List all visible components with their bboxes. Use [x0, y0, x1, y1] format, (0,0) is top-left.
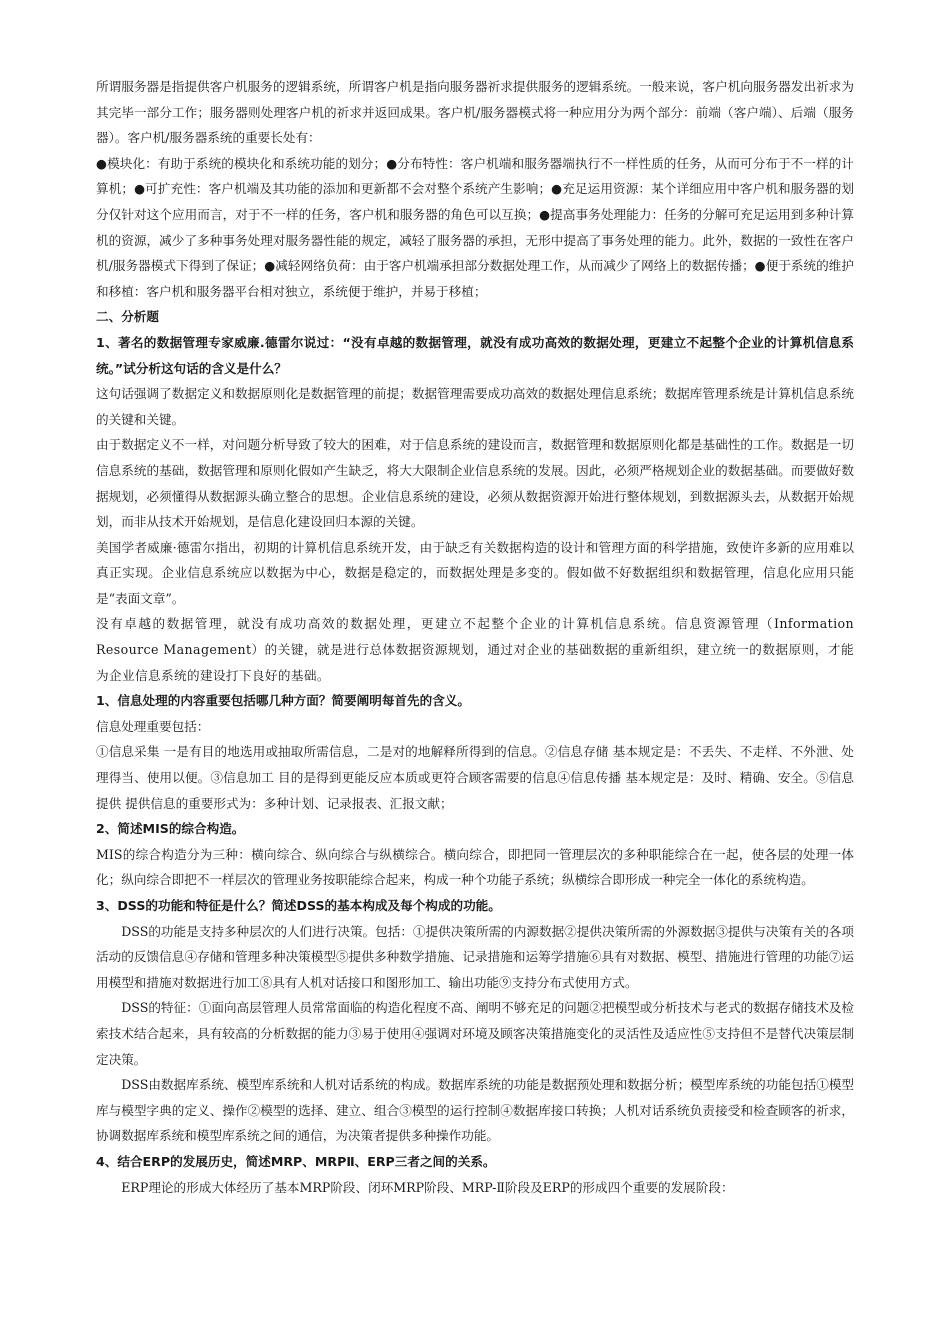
paragraph-answer-1d: 没有卓越的数据管理，就没有成功高效的数据处理，更建立不起整个企业的计算机信息系统。信息资源管理（Information Resource Management）的关键，就是进行总体数据资源规划，通过对企业的基础数据的重新组织，建立统一的数据原则，才能为企业信息系统的建设打下良好的基础。: [96, 616, 854, 683]
paragraph-info-processing-items: ①信息采集 一是有目的地选用或抽取所需信息，二是对的地解释所得到的信息。②信息存储 基本规定是：不丢失、不走样、不外泄、处理得当、使用以便。③信息加工 目的是得到更能反应本质或更符合顾客需要的信息④信息传播 基本规定是：及时、精确、安全。⑤信息提供 提供信息的重要形式为：多种计划、记录报表、汇报文献；: [96, 744, 854, 811]
paragraph-mis-structure: MIS的综合构造分为三种：横向综合、纵向综合与纵横综合。横向综合，即把同一管理层次的多种职能综合在一起，使各层的处理一体化；纵向综合即把不一样层次的管理业务按职能综合起来，构成一种个功能子系统；纵横综合即形成一种完全一体化的系统构造。: [96, 846, 854, 888]
paragraph-dss-features: DSS的特征：①面向高层管理人员常常面临的构造化程度不高、阐明不够充足的问题②把模型或分析技术与老式的数据存储技术及检索技术结合起来，具有较高的分析数据的能力③易于使用④强调对环境及顾客决策措施变化的灵活性及适应性⑤支持但不是替代决策层制定决策。: [96, 1000, 854, 1067]
section-heading-analysis: 二、分析题: [96, 309, 159, 325]
question-heading-info-processing: 1、信息处理的内容重要包括哪几种方面？简要阐明每首先的含义。: [96, 693, 470, 709]
paragraph-answer-1b: 由于数据定义不一样，对问题分析导致了较大的困难，对于信息系统的建设而言，数据管理和数据原则化都是基础性的工作。数据是一切信息系统的基础，数据管理和原则化假如产生缺乏，将大大限制企业信息系统的发展。因此，必须严格规划企业的数据基础。而要做好数据规划，必须懂得从数据源头确立整合的思想。企业信息系统的建设，必须从数据资源开始进行整体规划，到数据源头去，从数据开始规划，而非从技术开始规划，是信息化建设回归本源的关键。: [96, 437, 854, 530]
paragraph-erp-history: ERP理论的形成大体经历了基本MRP阶段、闭环MRP阶段、MRP-Ⅱ阶段及ERP的形成四个重要的发展阶段：: [121, 1179, 734, 1195]
paragraph-client-server-intro: 所谓服务器是指提供客户机服务的逻辑系统，所谓客户机是指向服务器祈求提供服务的逻辑系统。一般来说，客户机向服务器发出祈求为其完毕一部分工作；服务器则处理客户机的祈求并返回成果。客户机/服务器模式将一种应用分为两个部分：前端（客户端）、后端（服务器）。客户机/服务器系统的重要长处有：: [96, 79, 854, 146]
question-heading-data-management: 1、著名的数据管理专家威廉.德雷尔说过：“没有卓越的数据管理，就没有成功高效的数据处理，更建立不起整个企业的计算机信息系统。”试分析这句话的含义是什么？: [96, 334, 854, 376]
question-heading-erp: 4、结合ERP的发展历史，简述MRP、MRPⅡ、ERP三者之间的关系。: [96, 1153, 496, 1169]
question-heading-dss: 3、DSS的功能和特征是什么？简述DSS的基本构成及每个构成的功能。: [96, 898, 501, 913]
paragraph-answer-1a: 这句话强调了数据定义和数据原则化是数据管理的前提；数据管理需要成功高效的数据处理信息系统；数据库管理系统是计算机信息系统的关键和关键。: [96, 386, 854, 427]
paragraph-dss-functions: DSS的功能是支持多种层次的人们进行决策。包括：①提供决策所需的内源数据②提供决策所需的外源数据③提供与决策有关的各项活动的反馈信息④存储和管理多种决策模型⑤提供多种数学措施、记录措施和运筹学措施⑥具有对数据、模型、措施进行管理的功能⑦运用模型和措施对数据进行加工⑧具有人机对话接口和图形加工、输出功能⑨支持分布式使用方式。: [96, 923, 854, 990]
question-heading-mis-structure: 2、简述MIS的综合构造。: [96, 821, 245, 837]
paragraph-client-server-advantages: ●模块化：有助于系统的模块化和系统功能的划分；●分布特性：客户机端和服务器端执行不一样性质的任务，从而可分布于不一样的计算机；●可扩充性：客户机端及其功能的添加和更新都不会对整个系统产生影响；●充足运用资源：某个详细应用中客户机和服务器的划分仅针对这个应用而言，对于不一样的任务，客户机和服务器的角色可以互换；●提高事务处理能力：任务的分解可充足运用到多种计算机的资源，减少了多种事务处理对服务器性能的规定，减轻了服务器的承担，无形中提高了事务处理的能力。此外，数据的一致性在客户机/服务器模式下得到了保证；●减轻网络负荷：由于客户机端承担部分数据处理工作，从而减少了网络上的数据传播；●便于系统的维护和移植：客户机和服务器平台相对独立，系统便于维护，并易于移植；: [96, 155, 854, 299]
paragraph-info-processing-lead: 信息处理重要包括：: [96, 718, 210, 734]
paragraph-answer-1c: 美国学者威廉·德雷尔指出，初期的计算机信息系统开发，由于缺乏有关数据构造的设计和管理方面的科学措施，致使许多新的应用难以真正实现。企业信息系统应以数据为中心，数据是稳定的，而数据处理是多变的。假如做不好数据组织和数据管理，信息化应用只能是“表面文章”。: [96, 539, 854, 606]
paragraph-dss-components: DSS由数据库系统、模型库系统和人机对话系统的构成。数据库系统的功能是数据预处理和数据分析；模型库系统的功能包括①模型库与模型字典的定义、操作②模型的选择、建立、组合③模型的运行控制④数据库接口转换；人机对话系统负责接受和检查顾客的祈求，协调数据库系统和模型库系统之间的通信，为决策者提供多种操作功能。: [96, 1077, 854, 1144]
